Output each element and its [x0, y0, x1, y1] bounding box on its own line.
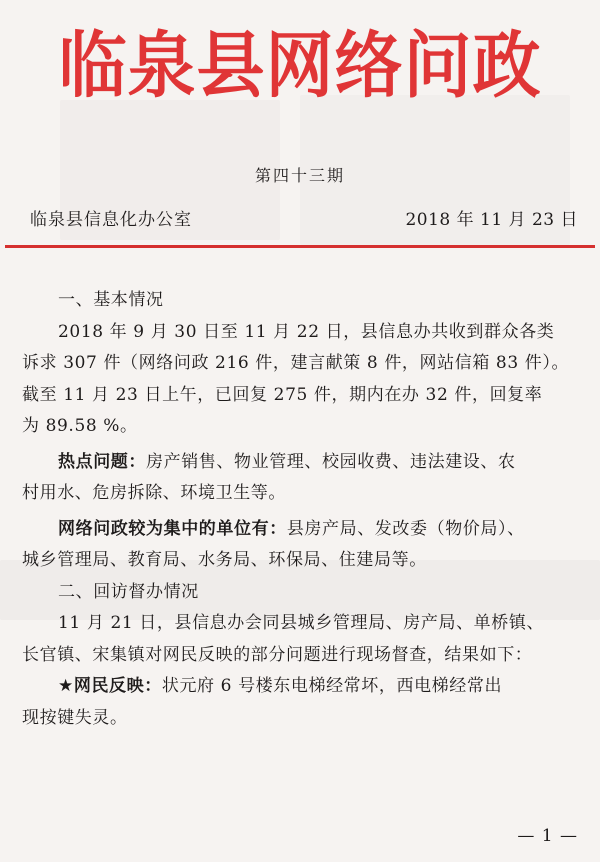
- paragraph-line: 现按键失灵。: [22, 707, 128, 728]
- paragraph-line: 城乡管理局、教育局、水务局、环保局、住建局等。: [22, 550, 427, 570]
- units-label: 网络问政较为集中的单位有：: [58, 518, 287, 539]
- paragraph-line: 11 月 21 日，县信息办会同县城乡管理局、房产局、单桥镇、: [58, 613, 545, 633]
- section-heading: 一、基本情况: [58, 290, 164, 310]
- hot-issues-text: 房产销售、物业管理、校园收费、违法建设、农: [146, 451, 516, 472]
- issue-number: 第四十三期: [254, 166, 345, 185]
- masthead-title: 临泉县网络问政: [58, 24, 542, 109]
- report-line: [22, 671, 587, 703]
- page-number: — 1 —: [517, 826, 578, 846]
- paragraph-line: 为 89.58 %。: [22, 416, 138, 436]
- paragraph-line: 村用水、危房拆除、环境卫生等。: [22, 483, 286, 503]
- report-label: ★网民反映：: [58, 676, 162, 696]
- hot-issues-line: [22, 447, 587, 479]
- paragraph-line: 截至 11 月 23 日上午，已回复 275 件，期内在办 32 件，回复率: [22, 384, 543, 405]
- hot-issues-label: 热点问题：: [58, 451, 146, 472]
- units-line: [22, 514, 587, 546]
- paragraph-line: 诉求 307 件（网络问政 216 件，建言献策 8 件，网站信箱 83 件）。: [22, 353, 570, 373]
- section-heading: 二、回访督办情况: [58, 581, 199, 602]
- issuer: 临泉县信息化办公室: [30, 210, 192, 230]
- paragraph-line: 2018 年 9 月 30 日至 11 月 22 日，县信息办共收到群众各类: [58, 321, 555, 342]
- paragraph-line: 长官镇、宋集镇对网民反映的部分问题进行现场督查，结果如下：: [22, 644, 533, 665]
- issue-date: 2018 年 11 月 23 日: [405, 210, 578, 230]
- units-text: 县房产局、发改委（物价局）、: [286, 518, 525, 539]
- masthead: [0, 22, 600, 112]
- red-divider: [5, 245, 595, 248]
- report-text: 状元府 6 号楼东电梯经常坏，西电梯经常出: [161, 676, 503, 696]
- document-body: [22, 285, 587, 734]
